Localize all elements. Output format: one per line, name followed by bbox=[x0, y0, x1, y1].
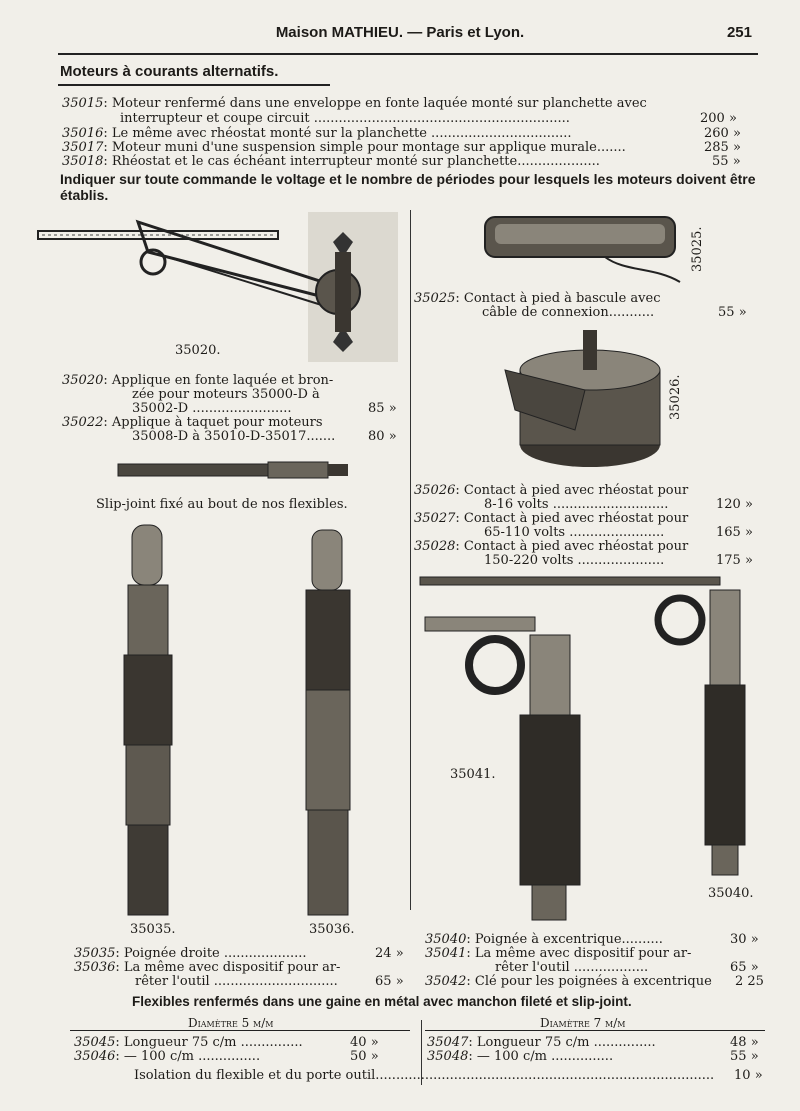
eccentric-handles-illustration bbox=[420, 575, 760, 925]
price: 200 bbox=[700, 111, 725, 126]
slip-joint-illustration bbox=[118, 458, 350, 488]
list-item: 35040: Poignée à excentrique.......... bbox=[425, 932, 663, 947]
list-item: 35027: Contact à pied avec rhéostat pour bbox=[414, 511, 689, 526]
figure-label: 35041. bbox=[450, 767, 496, 782]
price: 55 bbox=[712, 154, 729, 169]
handle-with-stop-illustration bbox=[300, 530, 360, 920]
list-item: 35035: Poignée droite .................... bbox=[74, 946, 307, 961]
price: 165 bbox=[716, 525, 741, 540]
list-item-cont: interrupteur et coupe circuit .............................................................. bbox=[120, 111, 570, 126]
price: 285 bbox=[704, 140, 729, 155]
price: 24 bbox=[375, 946, 392, 961]
list-item: 35022: Applique à taquet pour moteurs bbox=[62, 415, 323, 430]
header-title: Maison MATHIEU. — Paris et Lyon. bbox=[275, 24, 525, 41]
page-header bbox=[0, 22, 800, 46]
figure-label: 35020. bbox=[175, 343, 221, 358]
figure-label: 35026. bbox=[668, 374, 683, 420]
price: 30 bbox=[730, 932, 747, 947]
figure-label: 35036. bbox=[309, 922, 355, 937]
figure-label: 35040. bbox=[708, 886, 754, 901]
list-item: 35042: Clé pour les poignées à excentrique bbox=[425, 974, 712, 989]
price: 65 bbox=[375, 974, 392, 989]
price: 48 bbox=[730, 1035, 747, 1050]
list-item: 35015: Moteur renfermé dans une enveloppe en fonte laquée monté sur planchette avec bbox=[62, 96, 647, 111]
flexibles-title: Flexibles renfermés dans une gaine en métal avec manchon fileté et slip-joint. bbox=[132, 994, 632, 1009]
list-item: 35045: Longueur 75 c/m ............... bbox=[74, 1035, 303, 1050]
price: 10 bbox=[734, 1068, 751, 1083]
price: 175 bbox=[716, 553, 741, 568]
column-divider bbox=[410, 210, 411, 910]
price: 55 bbox=[730, 1049, 747, 1064]
slip-joint-caption: Slip-joint fixé au bout de nos flexibles. bbox=[96, 497, 348, 512]
figure-label: 35025. bbox=[690, 226, 705, 272]
diameter-left: Diamètre 5 m/m bbox=[188, 1016, 274, 1030]
price: 2 25 bbox=[735, 974, 764, 989]
list-item: 35020: Applique en fonte laquée et bron- bbox=[62, 373, 334, 388]
price: 65 bbox=[730, 960, 747, 975]
price: 40 bbox=[350, 1035, 367, 1050]
section-underline bbox=[58, 84, 330, 86]
diameter-right: Diamètre 7 m/m bbox=[540, 1016, 626, 1030]
list-item: 35025: Contact à pied à bascule avec bbox=[414, 291, 661, 306]
section-title: Moteurs à courants alternatifs. bbox=[60, 63, 279, 80]
list-item: Isolation du flexible et du porte outil.................................................................................. bbox=[134, 1068, 715, 1083]
page-number: 251 bbox=[726, 24, 752, 41]
price: 80 bbox=[368, 429, 385, 444]
price: 50 bbox=[350, 1049, 367, 1064]
list-item: 35041: La même avec dispositif pour ar- bbox=[425, 946, 692, 961]
figure-label: 35035. bbox=[130, 922, 176, 937]
wall-bracket-illustration bbox=[38, 212, 398, 362]
list-item: 35017: Moteur muni d'une suspension simple pour montage sur applique murale....... bbox=[62, 140, 626, 155]
list-item: 35026: Contact à pied avec rhéostat pour bbox=[414, 483, 689, 498]
list-item: 35028: Contact à pied avec rhéostat pour bbox=[414, 539, 689, 554]
foot-rheostat-illustration bbox=[505, 330, 675, 470]
price: 85 bbox=[368, 401, 385, 416]
list-item: 35048: — 100 c/m ............... bbox=[427, 1049, 614, 1064]
list-item: 35016: Le même avec rhéostat monté sur la planchette .................................. bbox=[62, 126, 572, 141]
list-item: 35046: — 100 c/m ............... bbox=[74, 1049, 261, 1064]
order-note: Indiquer sur toute commande le voltage et le nombre de périodes pour lesquels les moteurs doivent être établis. bbox=[60, 171, 756, 203]
foot-switch-illustration bbox=[485, 212, 685, 282]
price: 260 bbox=[704, 126, 729, 141]
list-item: 35047: Longueur 75 c/m ............... bbox=[427, 1035, 656, 1050]
price: 120 bbox=[716, 497, 741, 512]
price: 55 bbox=[718, 305, 735, 320]
straight-handle-illustration bbox=[120, 525, 182, 920]
list-item: 35018: Rhéostat et le cas échéant interrupteur monté sur planchette.................... bbox=[62, 154, 600, 169]
header-rule bbox=[58, 53, 758, 55]
list-item: 35036: La même avec dispositif pour ar- bbox=[74, 960, 341, 975]
